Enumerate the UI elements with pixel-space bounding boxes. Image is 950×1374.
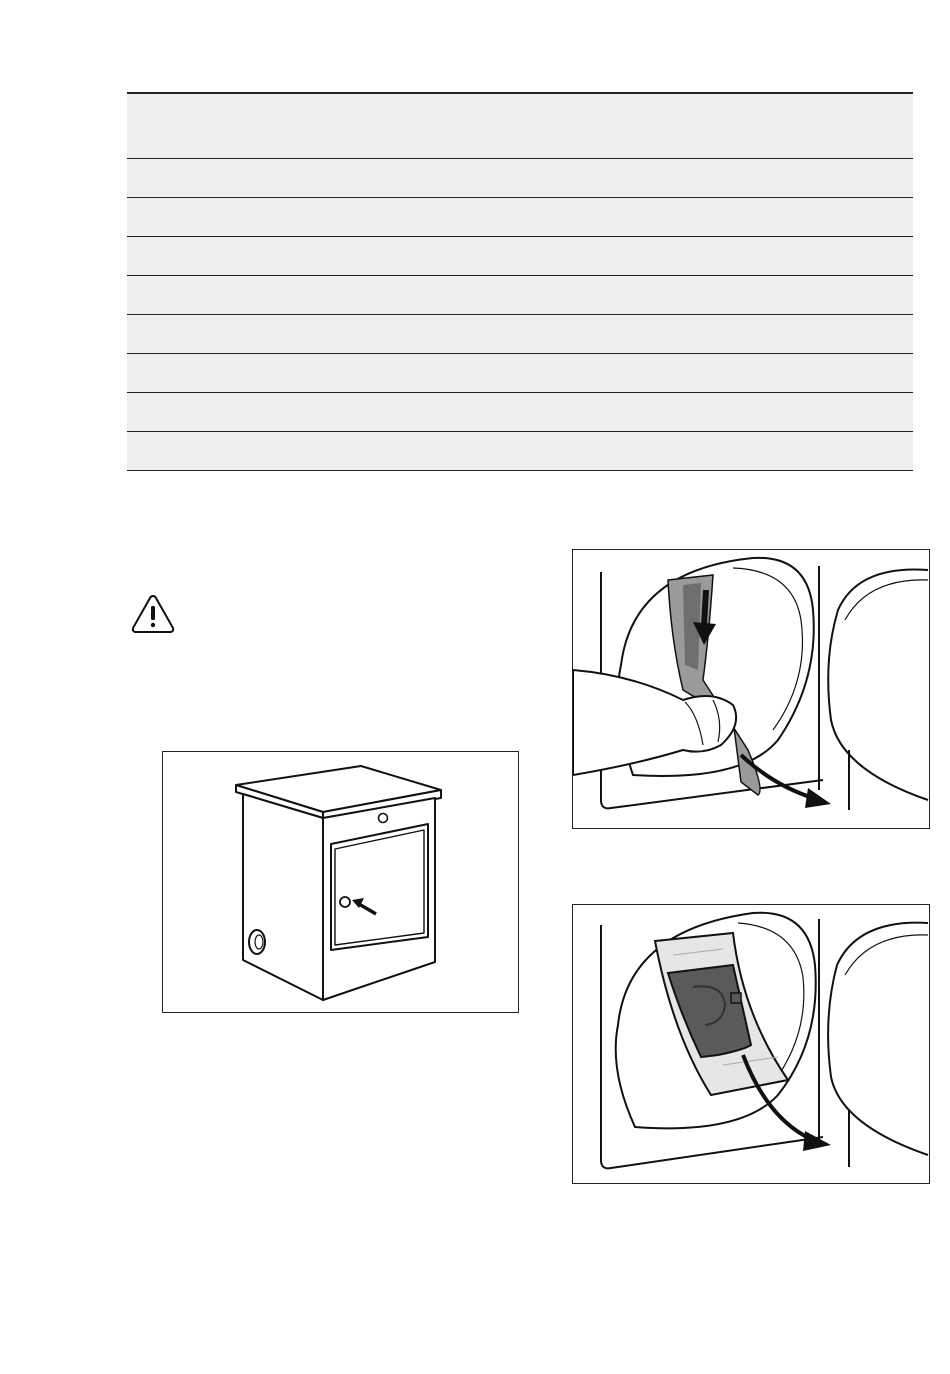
table-cell [127, 198, 520, 237]
table-cell [520, 432, 913, 471]
table-row [127, 198, 913, 237]
transit-block-removal-illustration [572, 904, 930, 1184]
table-cell [127, 237, 520, 276]
table-row [127, 354, 913, 393]
table-cell [520, 159, 913, 198]
table-cell [520, 93, 913, 159]
table-cell [127, 159, 520, 198]
table-row [127, 393, 913, 432]
table-cell [520, 315, 913, 354]
table-header-row [127, 93, 913, 159]
table-cell [127, 432, 520, 471]
table-cell [127, 315, 520, 354]
table-cell [520, 354, 913, 393]
warning-triangle-icon [130, 593, 176, 635]
table-cell [127, 93, 520, 159]
dryer-illustration [162, 751, 519, 1013]
table-cell [520, 237, 913, 276]
table-row [127, 432, 913, 471]
table-cell [127, 354, 520, 393]
table-row [127, 276, 913, 315]
table-cell [127, 393, 520, 432]
table-cell [127, 276, 520, 315]
table-row [127, 315, 913, 354]
table-row [127, 159, 913, 198]
table-cell [520, 198, 913, 237]
table-cell [520, 276, 913, 315]
table-row [127, 237, 913, 276]
packaging-removal-illustration [572, 549, 930, 829]
table-cell [520, 393, 913, 432]
spec-table [127, 92, 913, 471]
